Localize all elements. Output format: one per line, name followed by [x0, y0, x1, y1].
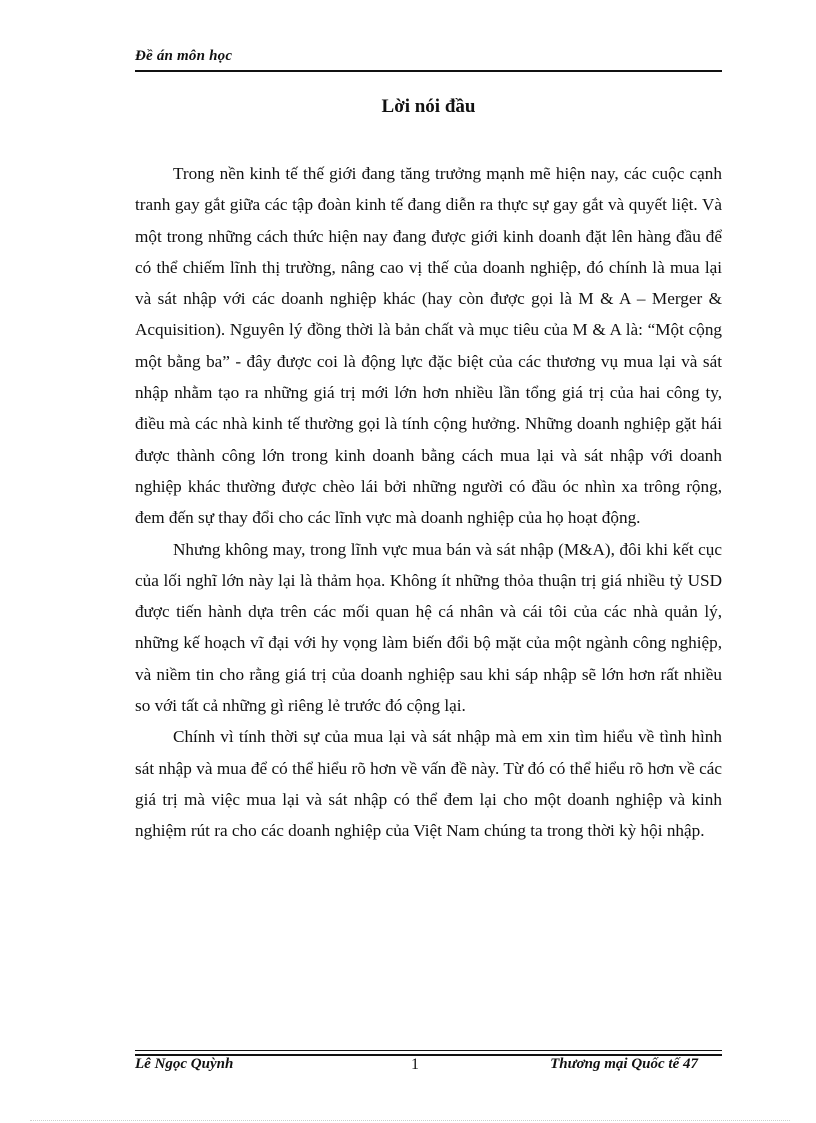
header-divider: [135, 70, 722, 72]
paragraph-2: Nhưng không may, trong lĩnh vực mua bán và sát nhập (M&A), đôi khi kết cục của lối nghĩ lớn này lại là thảm họa. Không ít những thỏa thuận trị giá nhiều tỷ USD được tiến hành dựa trên các mối quan hệ cá nhân và cái tôi của các nhà quản lý, những kế hoạch vĩ đại với hy vọng làm biến đổi bộ mặt của một ngành công nghiệp, và niềm tin cho rằng giá trị của doanh nghiệp sau khi sáp nhập sẽ lớn hơn rất nhiều so với tất cả những gì riêng lẻ trước đó cộng lại.: [135, 539, 722, 716]
body-text: [135, 158, 722, 847]
footer-divider-thin: [135, 1050, 722, 1051]
header-title: Đề án môn học: [135, 48, 233, 64]
paragraph-1: Trong nền kinh tế thế giới đang tăng trưởng mạnh mẽ hiện nay, các cuộc cạnh tranh gay gắt giữa các tập đoàn kinh tế đang diễn ra thực sự gay gắt và quyết liệt. Và một trong những cách thức hiện nay đang được giới kinh doanh đặt lên hàng đầu để có thể chiếm lĩnh thị trường, nâng cao vị thế của doanh nghiệp, đó chính là mua lại và sát nhập với các doanh nghiệp khác (hay còn được gọi là M & A – Merger & Acquisition). Nguyên lý đồng thời là bản chất và mục tiêu của M & A là: “Một cộng một bằng ba” - đây được coi là động lực đặc biệt của các thương vụ mua lại và sát nhập nhằm tạo ra những giá trị mới lớn hơn nhiều lần tổng giá trị của hai công ty, điều mà các nhà kinh tế thường gọi là tính cộng hưởng. Những doanh nghiệp gặt hái được thành công lớn trong kinh doanh bằng cách mua lại và sát nhập với doanh nghiệp khác thường được chèo lái bởi những người có đầu óc nhìn xa trông rộng, đem đến sự thay đổi cho các lĩnh vực mà doanh nghiệp của họ hoạt động.: [135, 164, 722, 528]
footer-class-name: Thương mại Quốc tế 47: [550, 1056, 698, 1072]
paragraph-3: Chính vì tính thời sự của mua lại và sát nhập mà em xin tìm hiểu về tình hình sát nhập và mua để có thể hiểu rõ hơn về vấn đề này. Từ đó có thể hiểu rõ hơn về các giá trị mà việc mua lại và sát nhập có thể đem lại cho một doanh nghiệp và kinh nghiệm rút ra cho các doanh nghiệp của Việt Nam chúng ta trong thời kỳ hội nhập.: [135, 727, 722, 841]
page-title: Lời nói đầu: [381, 96, 476, 117]
footer-page-number: 1: [411, 1056, 419, 1073]
page-edge-divider: [30, 1120, 790, 1121]
footer-author: Lê Ngọc Quỳnh: [135, 1056, 234, 1072]
